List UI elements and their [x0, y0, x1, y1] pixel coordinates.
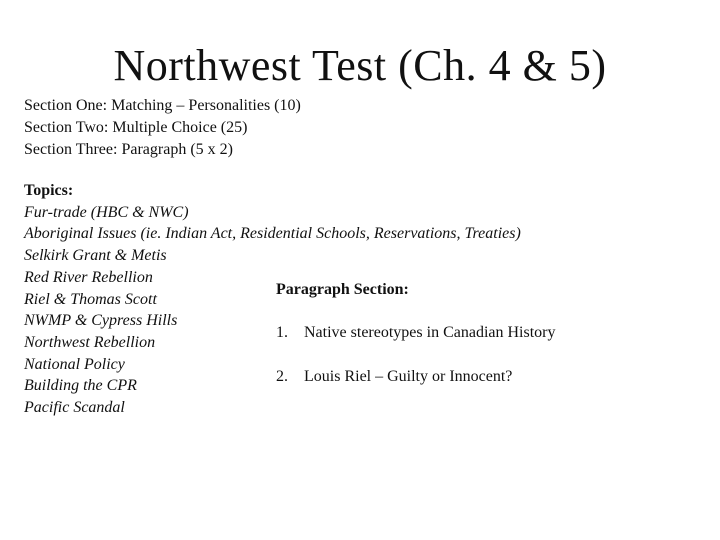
paragraph-topic-number: 2. [276, 368, 288, 385]
topic-item: Building the CPR [24, 377, 137, 395]
slide-title: Northwest Test (Ch. 4 & 5) [113, 41, 607, 90]
topic-item: Northwest Rebellion [24, 333, 156, 351]
paragraph-topic-item [276, 322, 696, 344]
paragraph-topic-item [276, 366, 696, 388]
topic-item: Fur-trade (HBC & NWC) [24, 203, 189, 221]
topic-item: Riel & Thomas Scott [24, 290, 157, 308]
topic-item: Pacific Scandal [24, 399, 125, 417]
topic-item: NWMP & Cypress Hills [24, 312, 178, 330]
test-sections-list [24, 95, 301, 161]
paragraph-topic-number: 1. [276, 324, 288, 341]
paragraph-topic-text: Native stereotypes in Canadian History [304, 324, 556, 341]
topic-item: Selkirk Grant & Metis [24, 247, 167, 265]
paragraph-topic-text: Louis Riel – Guilty or Innocent? [304, 368, 513, 385]
paragraph-section-block [276, 279, 696, 388]
section-three: Section Three: Paragraph (5 x 2) [24, 141, 233, 158]
section-two: Section Two: Multiple Choice (25) [24, 119, 248, 136]
topics-heading: Topics: [24, 182, 74, 199]
topic-item: Red River Rebellion [24, 268, 153, 286]
topic-item: National Policy [24, 355, 125, 373]
topic-item: Aboriginal Issues (ie. Indian Act, Residential Schools, Reservations, Treaties) [24, 225, 521, 243]
section-one: Section One: Matching – Personalities (10) [24, 97, 301, 114]
paragraph-section-heading: Paragraph Section: [276, 281, 409, 298]
